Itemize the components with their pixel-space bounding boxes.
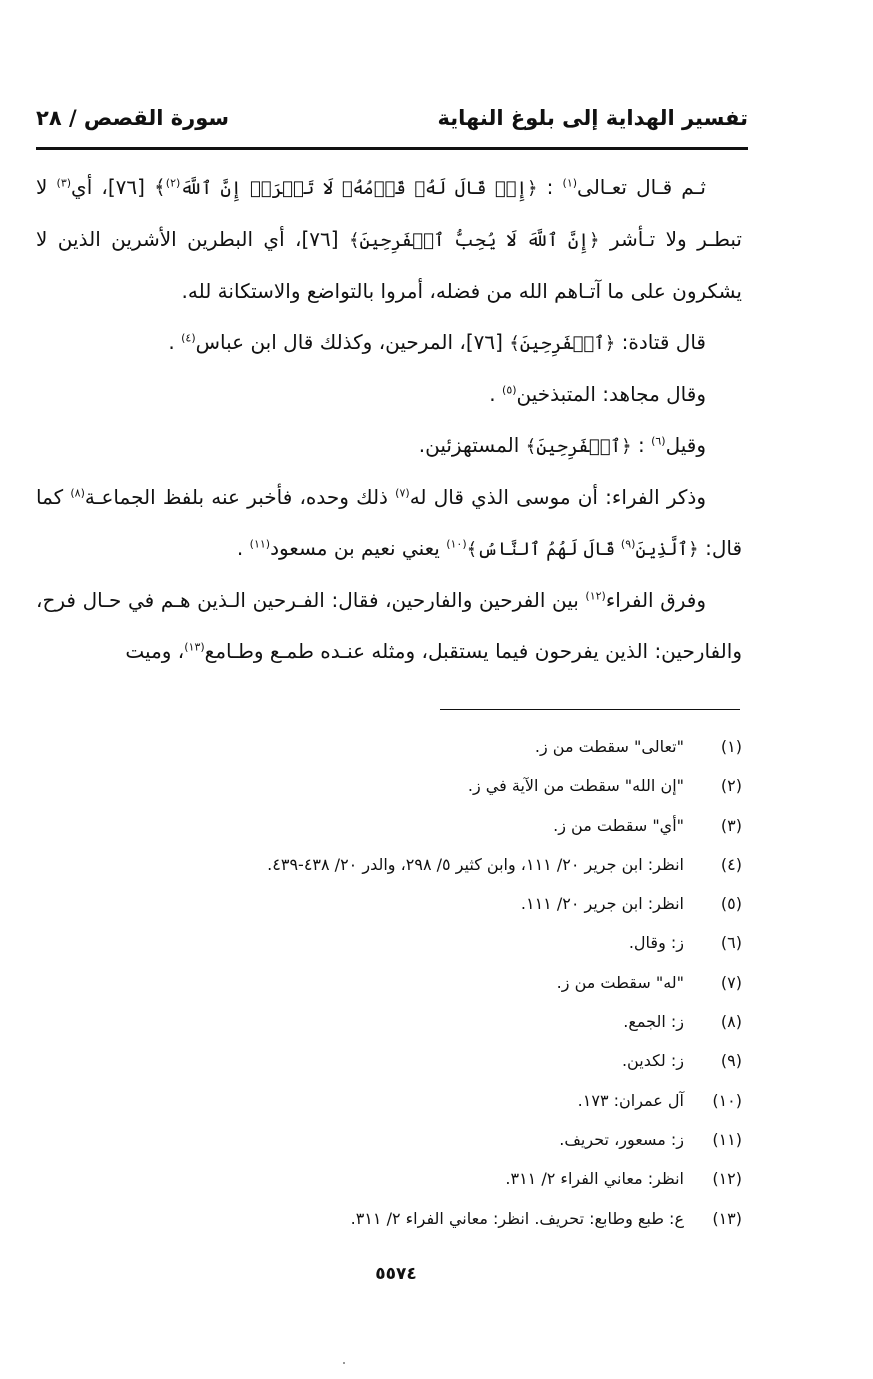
footnote-ref: (٨): [70, 486, 85, 500]
text-run: المستهزئين.: [418, 433, 526, 457]
footnote-item: [36, 1199, 742, 1238]
footnote-item: [36, 1159, 742, 1198]
footnote-number: (١٢): [712, 1169, 742, 1189]
footnote-text: "أي" سقطت من ز.: [553, 815, 684, 835]
footnote-number: (٩): [720, 1051, 742, 1071]
footnote-text: "له" سقطت من ز.: [556, 972, 684, 992]
footnote-ref: (١٠): [446, 537, 467, 551]
main-text: [36, 162, 742, 677]
text-run: وقال مجاهد: المتبذخين: [516, 382, 706, 406]
footnote-item: [36, 845, 742, 884]
quran-verse: ﴿إِنَّ ٱللَّهَ لَا يُحِبُّ ٱلۡفَرِحِينَ﴾: [349, 230, 600, 251]
footnote-number: (١٠): [712, 1090, 742, 1110]
paragraph-5: [36, 472, 742, 575]
footnote-ref: (٤): [181, 331, 196, 345]
text-run: وفرق الفراء: [605, 588, 706, 612]
text-run: كما قال:: [36, 485, 742, 560]
footnote-item: [36, 923, 742, 962]
footnote-number: (٢): [720, 776, 742, 796]
quran-verse: ﴿ٱلۡفَرِحِينَ﴾: [525, 436, 632, 457]
text-run: .: [168, 330, 182, 354]
footnote-item: [36, 727, 742, 766]
footnote-text: ز: لكدين.: [621, 1051, 684, 1071]
footnote-text: "إن الله" سقطت من الآية في ز.: [467, 776, 684, 796]
text-run: ، وميت: [125, 639, 185, 663]
footnote-number: (٣): [720, 815, 742, 835]
text-run: [٧٦]، أي البطرين الأشرين الذين لا يشكرون على ما آتـاهم الله من فضله، أمروا بالتواضع والاستكانة لله.: [36, 227, 742, 303]
book-title: تفسير الهداية إلى بلوغ النهاية: [437, 106, 748, 130]
footnote-item: [36, 1041, 742, 1080]
footnote-item: [36, 766, 742, 805]
text-run: وذكر الفراء: أن موسى الذي قال له: [409, 485, 706, 509]
text-run: .: [236, 536, 250, 560]
quran-verse: ﴿ٱلۡفَرِحِينَ﴾: [509, 333, 616, 354]
footnote-item: [36, 1002, 742, 1041]
paragraph-2: [36, 317, 742, 369]
footnote-number: (٧): [720, 972, 742, 992]
footnote-text: ز: مسعور، تحريف.: [559, 1129, 684, 1149]
footnote-text: انظر: ابن جرير ٢٠/ ١١١، وابن كثير ٥/ ٢٩٨، والدر ٢٠/ ٤٣٨-٤٣٩.: [267, 854, 684, 874]
running-header: [36, 98, 748, 138]
footnote-number: (٤): [720, 854, 742, 874]
text-run: [٧٦]، المرحين، وكذلك قال ابن عباس: [195, 330, 510, 354]
footnote-text: آل عمران: ١٧٣.: [577, 1090, 684, 1110]
text-run: :: [537, 175, 563, 199]
footnote-number: (١): [720, 737, 742, 756]
footnote-ref: (٧): [395, 486, 410, 500]
footnote-ref: (٦): [651, 434, 666, 448]
footnote-number: (١١): [712, 1129, 742, 1149]
text-run: .: [489, 382, 503, 406]
quran-verse: قَالَ لَهُمُ ٱلنَّاسُ﴾: [466, 539, 621, 560]
paragraph-6: [36, 575, 742, 677]
footnote-ref: (٩): [620, 537, 636, 551]
text-run: ذلك وحده، فأخبر عنه بلفظ الجماعـة: [84, 485, 396, 509]
footnote-number: (١٣): [712, 1208, 742, 1228]
scan-speck: [343, 1362, 345, 1364]
footnote-ref: (٥): [502, 383, 517, 397]
footnotes-list: [36, 727, 742, 1238]
footnote-text: ز: وقال.: [628, 933, 684, 953]
page-number: ٥٥٧٤: [375, 1264, 417, 1284]
paragraph-4: [36, 420, 742, 472]
footnote-item: [36, 1120, 742, 1159]
footnote-ref: (١٢): [585, 589, 606, 603]
footnote-ref: (٣): [56, 176, 72, 190]
footnote-text: "تعالى" سقطت من ز.: [534, 737, 684, 756]
footnote-separator: [440, 709, 740, 710]
footnote-ref: (٢): [165, 176, 181, 190]
footnote-ref: (١١): [249, 537, 271, 551]
quran-verse: ﴿ٱلَّذِينَ: [635, 539, 699, 560]
text-run: بين الفرحين والفارحين، فقال: الفـرحين الـذين هـم في حـال فرح، والفارحين: الذين يفرحون فيما يستقبل، ومثله عنـده طمـع وطـامع: [36, 588, 742, 663]
footnote-ref: (١): [562, 176, 578, 190]
footnote-text: انظر: معاني الفراء ٢/ ٣١١.: [505, 1169, 684, 1189]
text-run: ﴾ [٧٦]، أي: [71, 175, 166, 199]
footnote-number: (٥): [720, 894, 742, 914]
surah-title: سورة القصص / ٢٨: [36, 106, 230, 130]
footnote-number: (٦): [720, 933, 742, 953]
text-run: وقيل: [665, 433, 706, 457]
footnote-item: [36, 806, 742, 845]
paragraph-3: [36, 369, 742, 420]
quran-verse: ﴿إِذۡ قَالَ لَهُۥ قَوۡمُهُۥ لَا تَفۡرَحۡ إِنَّ ٱللَّهَ: [180, 178, 538, 199]
paragraph-1: [36, 162, 742, 317]
text-run: لا تبطـر ولا تـأشر: [36, 175, 742, 251]
footnote-item: [36, 963, 742, 1002]
footnote-item: [36, 1081, 742, 1120]
footnote-text: ع: طبع وطابع: تحريف. انظر: معاني الفراء ٢/ ٣١١.: [350, 1208, 684, 1228]
footnote-number: (٨): [720, 1012, 742, 1032]
text-run: :: [631, 433, 652, 457]
header-rule: [36, 147, 748, 150]
footnote-item: [36, 884, 742, 923]
footnote-text: ز: الجمع.: [623, 1012, 684, 1032]
footnote-text: انظر: ابن جرير ٢٠/ ١١١.: [520, 894, 684, 914]
footnote-ref: (١٣): [184, 640, 205, 654]
text-run: ثـم قـال تعـالى: [577, 175, 706, 199]
text-run: قال قتادة:: [615, 330, 706, 354]
text-run: يعني نعيم بن مسعود: [270, 536, 447, 560]
